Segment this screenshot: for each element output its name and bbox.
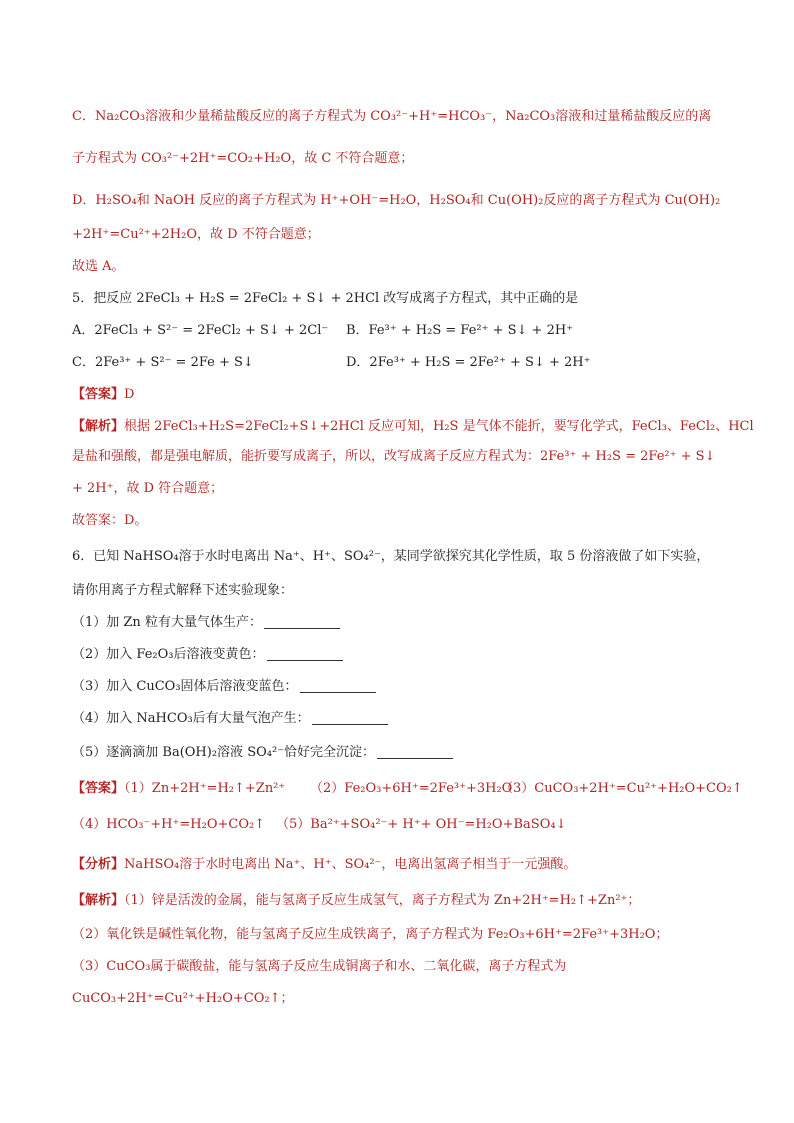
question-5-answer <box>72 386 134 404</box>
question-6-item-5: （5）逐滴滴加 Ba(OH)₂溶液 SO₄²⁻恰好完全沉淀： <box>72 744 453 762</box>
answer-tag: 【答案】 <box>72 387 125 402</box>
question-6-jiexi-3: （3）CuCO₃属于碳酸盐，能与氢离子反应生成铜离子和水、二氧化碳，离子方程式为 <box>72 959 567 974</box>
answer-2: （2）Fe₂O₃+6H⁺=2Fe³⁺+3H₂O <box>310 781 513 796</box>
question-6-jiexi-1 <box>72 892 640 910</box>
answer-value: D <box>124 387 135 402</box>
option-c-line-1: C．Na₂CO₃溶液和少量稀盐酸反应的离子方程式为 CO₃²⁻+H⁺=HCO₃⁻，Na₂CO₃溶液和过量稀盐酸反应的离 <box>72 109 712 124</box>
option-d-line-1: D．H₂SO₄和 NaOH 反应的离子方程式为 H⁺+OH⁻=H₂O，H₂SO₄和 Cu(OH)₂反应的离子方程式为 Cu(OH)₂ <box>72 193 721 208</box>
question-6-item-4: （4）加入 NaHCO₃后有大量气泡产生： <box>72 710 388 728</box>
question-5-analysis-2: 是盐和强酸，都是强电解质，能折要写成离子，所以，改写成离子反应方程式为：2Fe³⁺ + H₂S = 2Fe²⁺ + S↓ <box>72 449 716 464</box>
answer-4: （4）HCO₃⁻+H⁺=H₂O+CO₂↑ <box>72 817 266 832</box>
question-6-answer-row-1 <box>72 780 285 798</box>
answer-blank[interactable] <box>267 646 343 661</box>
question-6-jiexi-2: （2）氧化铁是碱性氧化物，能与氢离子反应生成铁离子，离子方程式为 Fe₂O₃+6H⁺=2Fe³⁺+3H₂O； <box>72 927 669 942</box>
analysis-tag: 【解析】 <box>72 419 125 434</box>
question-6-stem-2: 请你用离子方程式解释下述实验现象： <box>72 583 294 598</box>
question-5-analysis-3: + 2H⁺，故 D 符合题意； <box>72 481 224 496</box>
question-5-option-b: B．Fe³⁺ + H₂S = Fe²⁺ + S↓ + 2H⁺ <box>346 323 574 338</box>
question-5-analysis-1 <box>72 418 754 436</box>
analysis-text: 根据 2FeCl₃+H₂S=2FeCl₂+S↓+2HCl 反应可知，H₂S 是气体不能折，要写化学式，FeCl₃、FeCl₂、HCl <box>124 419 754 434</box>
question-5-stem: 5．把反应 2FeCl₃ + H₂S = 2FeCl₂ + S↓ + 2HCl 改写成离子方程式，其中正确的是 <box>72 291 579 306</box>
question-5-option-c: C．2Fe³⁺ + S²⁻ = 2Fe + S↓ <box>72 355 254 370</box>
question-5-final: 故答案：D。 <box>72 513 148 528</box>
question-6-jiexi-4: CuCO₃+2H⁺=Cu²⁺+H₂O+CO₂↑； <box>72 991 294 1006</box>
choose-answer: 故选 A。 <box>72 259 125 274</box>
answer-blank[interactable] <box>312 710 388 725</box>
jiexi-tag: 【解析】 <box>72 893 125 908</box>
answer-1: （1）Zn+2H⁺=H₂↑+Zn²⁺ <box>124 781 286 796</box>
question-5-option-d: D．2Fe³⁺ + H₂S = 2Fe²⁺ + S↓ + 2H⁺ <box>346 355 591 370</box>
option-c-line-2: 子方程式为 CO₃²⁻+2H⁺=CO₂+H₂O，故 C 不符合题意； <box>72 151 414 166</box>
option-d-line-2: +2H⁺=Cu²⁺+2H₂O，故 D 不符合题意； <box>72 227 320 242</box>
question-6-stem-1: 6．已知 NaHSO₄溶于水时电离出 Na⁺、H⁺、SO₄²⁻，某同学欲探究其化学性质，取 5 份溶液做了如下实验， <box>72 549 710 564</box>
answer-tag: 【答案】 <box>72 781 125 796</box>
answer-3: （3）CuCO₃+2H⁺=Cu²⁺+H₂O+CO₂↑ <box>500 781 743 796</box>
answer-blank[interactable] <box>264 614 340 629</box>
answer-5: （5）Ba²⁺+SO₄²⁻+ H⁺+ OH⁻=H₂O+BaSO₄↓ <box>276 817 567 832</box>
question-6-item-1: （1）加 Zn 粒有大量气体生产： <box>72 614 340 632</box>
answer-blank[interactable] <box>377 744 453 759</box>
jiexi-text-1: （1）锌是活泼的金属，能与氢离子反应生成氢气，离子方程式为 Zn+2H⁺=H₂↑+Zn²⁺； <box>124 893 641 908</box>
question-6-fenxi <box>72 856 576 874</box>
fenxi-text: NaHSO₄溶于水时电离出 Na⁺、H⁺、SO₄²⁻，电离出氢离子相当于一元强酸。 <box>124 857 577 872</box>
fenxi-tag: 【分析】 <box>72 857 125 872</box>
question-6-item-2: （2）加入 Fe₂O₃后溶液变黄色： <box>72 646 343 664</box>
answer-blank[interactable] <box>300 678 376 693</box>
question-6-item-3: （3）加入 CuCO₃固体后溶液变蓝色： <box>72 678 376 696</box>
question-5-option-a: A．2FeCl₃ + S²⁻ = 2FeCl₂ + S↓ + 2Cl⁻ <box>72 323 329 338</box>
